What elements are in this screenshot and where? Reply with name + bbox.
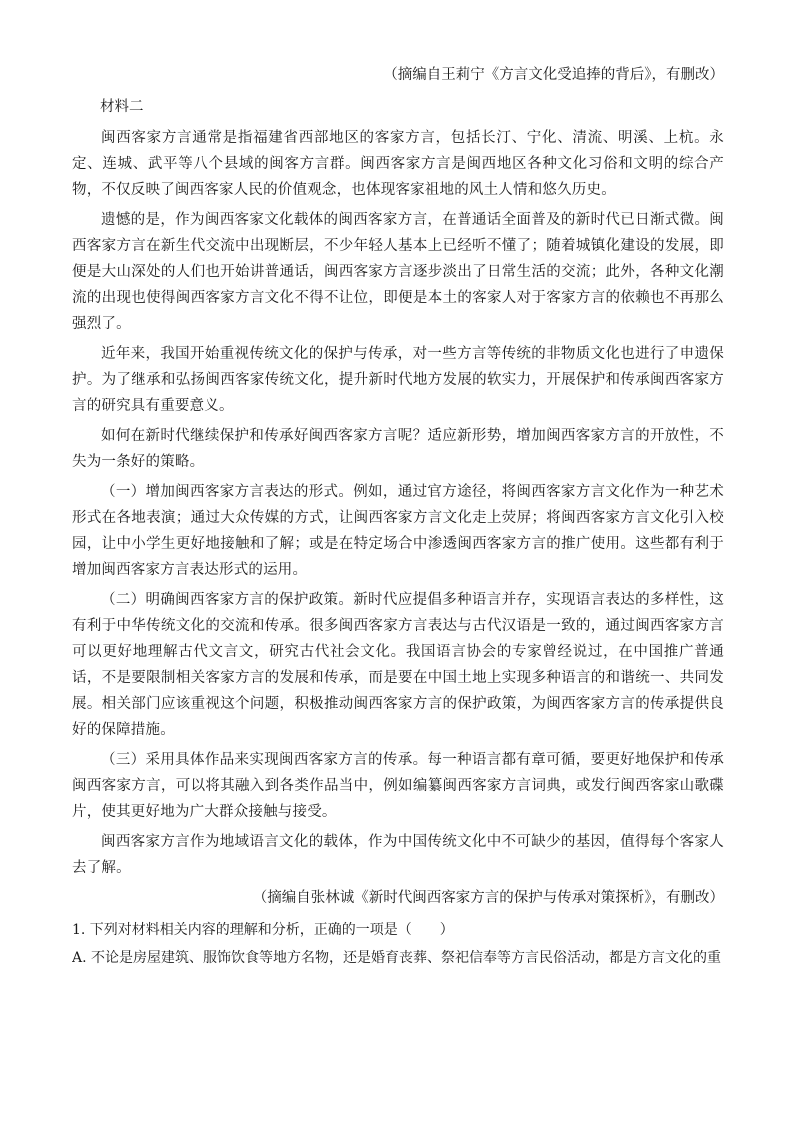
document-page	[72, 62, 724, 971]
paragraph: （一）增加闽西客家方言表达的形式。例如，通过官方途径，将闽西客家方言文化作为一种艺术形式在各地表演；通过大众传媒的方式，让闽西客家方言文化走上荧屏；将闽西客家方言文化引入校园，让中小学生更好地接触和了解；或是在特定场合中渗透闽西客家方言的推广使用。这些都有利于增加闽西客家方言表达形式的运用。	[72, 484, 724, 578]
paragraph: （三）采用具体作品来实现闽西客家方言的传承。每一种语言都有章可循，要更好地保护和传承闽西客家方言，可以将其融入到各类作品当中，例如编纂闽西客家方言词典，或发行闽西客家山歌碟片，使其更好地为广大群众接触与接受。	[72, 752, 724, 820]
answer-option-a: A. 不论是房屋建筑、服饰饮食等地方名物，还是婚育丧葬、祭祀信奉等方言民俗活动，都是方言文化的重	[72, 950, 722, 966]
paragraph: 如何在新时代继续保护和传承好闽西客家方言呢？适应新形势，增加闽西客家方言的开放性，不失为一条好的策略。	[72, 428, 724, 470]
source-citation-bottom: （摘编自张林诚《新时代闽西客家方言的保护与传承对策探析》，有删改）	[252, 890, 724, 906]
paragraph: （二）明确闽西客家方言的保护政策。新时代应提倡多种语言并存，实现语言表达的多样性，这有利于中华传统文化的交流和传承。很多闽西客家方言表达与古代汉语是一致的，通过闽西客家方言可以更好地理解古代文言文，研究古代社会文化。我国语言协会的专家曾经说过，在中国推广普通话，不是要限制相关客家方言的发展和传承，而是要在中国土地上实现多种语言的和谐统一、共同发展。相关部门应该重视这个问题，积极推动闽西客家方言的保护政策，为闽西客家方言的传承提供良好的保障措施。	[72, 592, 724, 738]
paragraph: 近年来，我国开始重视传统文化的保护与传承，对一些方言等传统的非物质文化也进行了申遗保护。为了继承和弘扬闽西客家传统文化，提升新时代地方发展的软实力，开展保护和传承闽西客家方言的研究具有重要意义。	[72, 346, 724, 414]
paragraph: 闽西客家方言通常是指福建省西部地区的客家方言，包括长汀、宁化、清流、明溪、上杭。永定、连城、武平等八个县域的闽客方言群。闽西客家方言是闽西地区各种文化习俗和文明的综合产物，不仅反映了闽西客家人民的价值观念，也体现客家祖地的风土人情和悠久历史。	[72, 130, 724, 198]
question-stem: 1. 下列对材料相关内容的理解和分析，正确的一项是（ ）	[72, 922, 454, 938]
paragraph: 闽西客家方言作为地域语言文化的载体，作为中国传统文化中不可缺少的基因，值得每个客家人去了解。	[72, 834, 724, 876]
paragraph: 遗憾的是，作为闽西客家文化载体的闽西客家方言，在普通话全面普及的新时代已日渐式微。闽西客家方言在新生代交流中出现断层，不少年轻人基本上已经听不懂了；随着城镇化建设的发展，即便是大山深处的人们也开始讲普通话，闽西客家方言逐步淡出了日常生活的交流；此外，各种文化潮流的出现也使得闽西客家方言文化不得不让位，即便是本土的客家人对于客家方言的依赖也不再那么强烈了。	[72, 212, 724, 332]
section-title: 材料二	[100, 99, 144, 115]
source-citation-top: （摘编自王莉宁《方言文化受追捧的背后》，有删改）	[383, 67, 724, 83]
